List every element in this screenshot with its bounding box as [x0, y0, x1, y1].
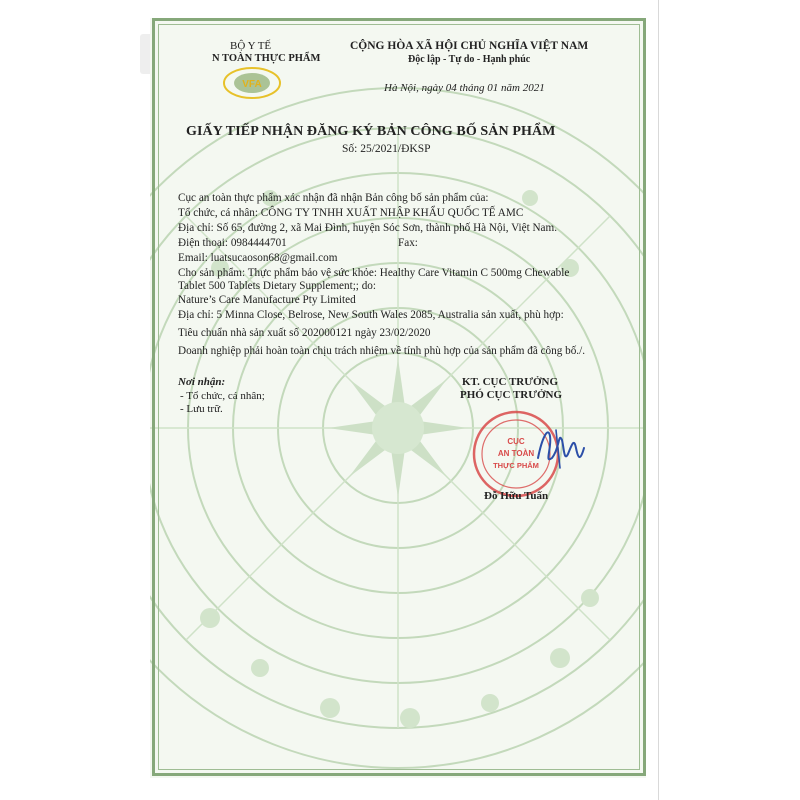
- stamp-text-line-3: THỰC PHẨM: [493, 461, 539, 470]
- document-title: GIẤY TIẾP NHẬN ĐĂNG KÝ BẢN CÔNG BỐ SẢN PHẨM: [186, 124, 556, 139]
- fax-line: Fax:: [398, 237, 418, 249]
- logo-text: VFA: [242, 79, 262, 90]
- manufacturer-address: Địa chỉ: 5 Minna Close, Belrose, New South Wales 2085, Australia sản xuất, phù hợp:: [178, 309, 564, 321]
- signer-role-1: KT. CỤC TRƯỞNG: [462, 376, 559, 388]
- department-name: N TOÀN THỰC PHẨM: [212, 53, 321, 64]
- product-line-1: Cho sản phẩm: Thực phẩm bảo vệ sức khỏe: Healthy Care Vitamin C 500mg Chewable: [178, 267, 570, 279]
- document-number: Số: 25/2021/ĐKSP: [342, 143, 431, 155]
- organization-address: Địa chỉ: Số 65, đường 2, xã Mai Đình, huyện Sóc Sơn, thành phố Hà Nội, Việt Nam.: [178, 222, 558, 234]
- stamp-text-line-1: CỤC: [507, 437, 525, 446]
- signer-name: Đỗ Hữu Tuấn: [484, 490, 549, 502]
- standard-line: Tiêu chuẩn nhà sản xuất số 202000121 ngày 23/02/2020: [178, 327, 431, 339]
- national-motto: Độc lập - Tự do - Hạnh phúc: [408, 54, 531, 65]
- product-line-2: Tablet 500 Tablets Dietary Supplement;; do:: [178, 280, 377, 292]
- vfa-logo-icon: [222, 66, 282, 100]
- viewer-right-margin: [652, 0, 800, 800]
- handwritten-signature: [530, 418, 590, 478]
- recipients-heading: Nơi nhận:: [178, 376, 226, 388]
- recipient-item: - Tổ chức, cá nhân;: [180, 390, 265, 402]
- phone-line: Điện thoại: 0984444701: [178, 237, 287, 249]
- intro-line: Cục an toàn thực phẩm xác nhận đã nhận Bản công bố sản phẩm của:: [178, 192, 489, 204]
- recipient-item: - Lưu trữ.: [180, 403, 223, 415]
- manufacturer-line: Nature’s Care Manufacture Pty Limited: [178, 294, 356, 306]
- email-line: Email: luatsucaoson68@gmail.com: [178, 252, 338, 264]
- signer-role-2: PHÓ CỤC TRƯỞNG: [460, 389, 563, 401]
- stamp-text-line-2: AN TOÀN: [497, 449, 535, 458]
- place-and-date: Hà Nội, ngày 04 tháng 01 năm 2021: [384, 82, 545, 94]
- organization-line: Tổ chức, cá nhân: CÔNG TY TNHH XUẤT NHẬP KHẨU QUỐC TẾ AMC: [178, 207, 524, 219]
- ministry-name: BỘ Y TẾ: [230, 40, 272, 52]
- country-title: CỘNG HÒA XÃ HỘI CHỦ NGHĨA VIỆT NAM: [350, 40, 589, 52]
- responsibility-line: Doanh nghiệp phải hoàn toàn chịu trách nhiệm về tính phù hợp của sản phẩm đã công bố./.: [178, 345, 586, 357]
